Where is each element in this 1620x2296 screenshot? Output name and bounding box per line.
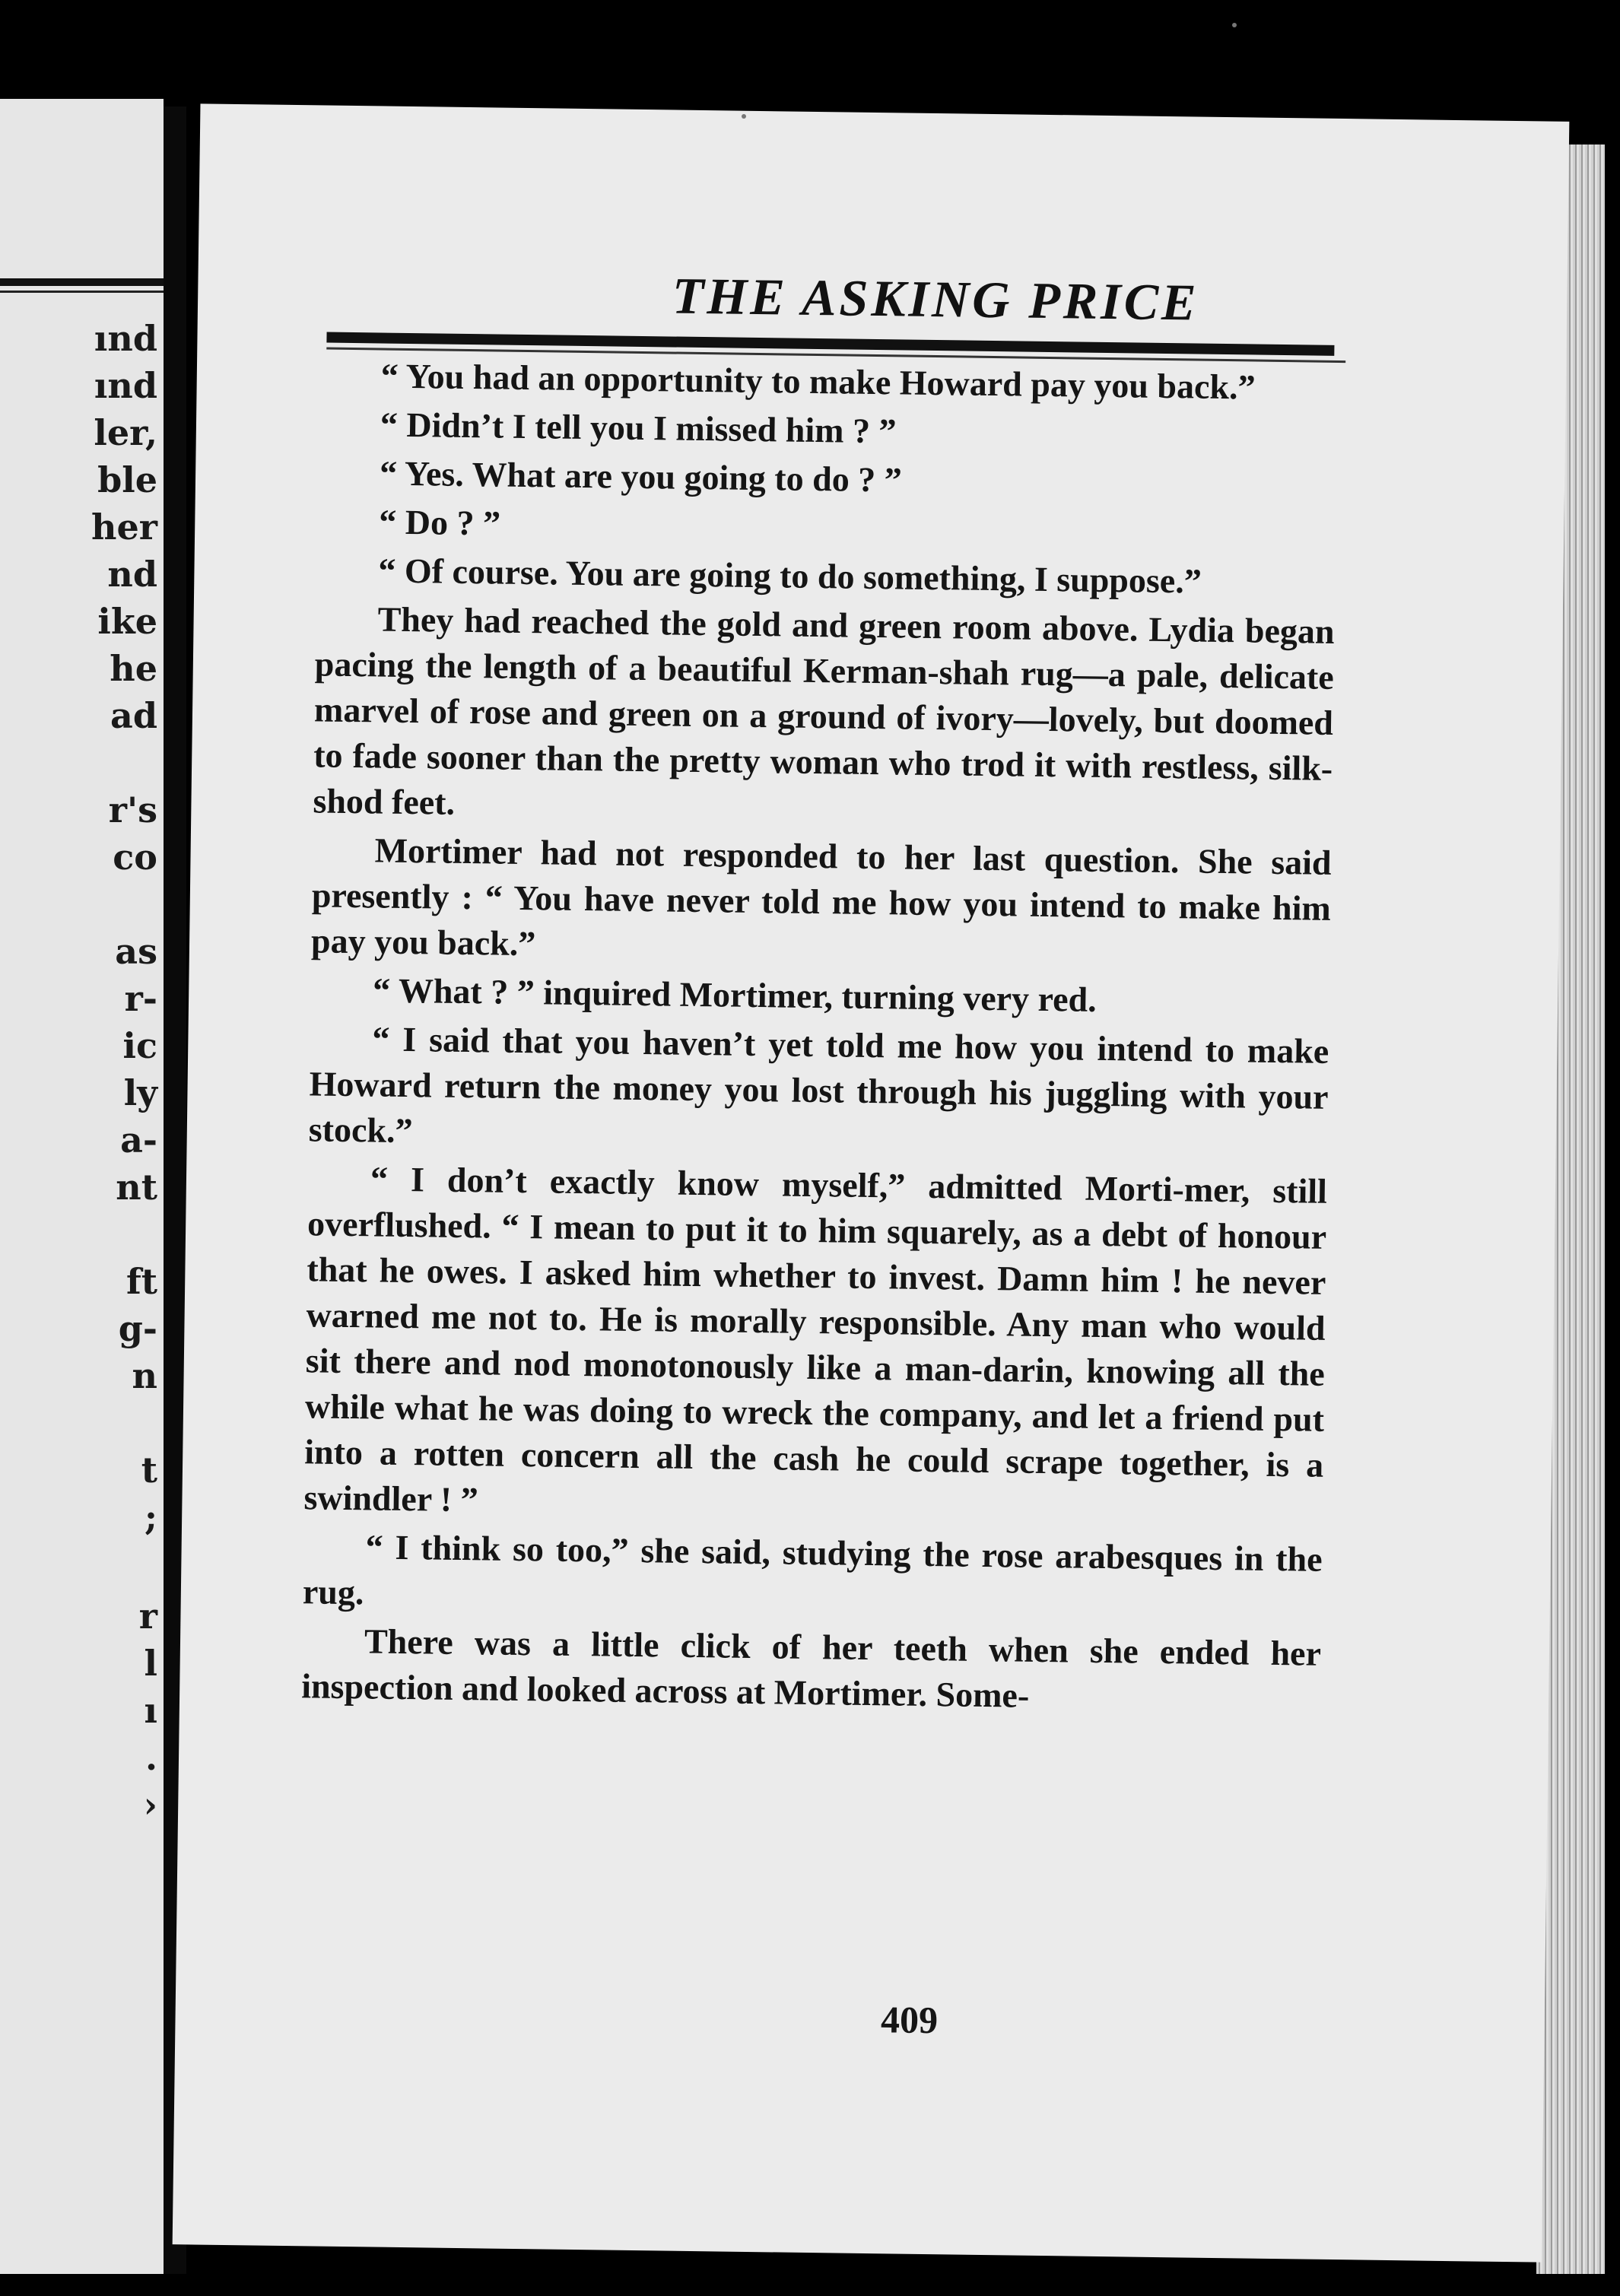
book-page [173,103,1570,2262]
facing-page-fragment-text: ad [110,695,157,736]
facing-page-fragment-text: he [110,648,157,689]
facing-page-fragment-text: r's [108,789,157,830]
facing-page-fragment-text: g- [118,1308,157,1349]
page-number: 409 [880,1998,939,2042]
paragraph: “ I think so too,” she said, studying the rose arabesques in the rug. [302,1527,1323,1612]
body-text [301,352,1338,1725]
facing-page-fragment [0,99,164,2274]
facing-page-fragment-text: a- [120,1119,157,1161]
facing-page-fragment-text: ; [145,1497,157,1538]
paragraph: “ Of course. You are going to do something, I suppose.” [378,551,1202,601]
paragraph: There was a little click of her teeth when she ended her inspection and looked across at Mortimer. Some- [300,1621,1322,1715]
paragraph: Mortimer had not responded to her last question. She said presently : “ You have never told me how you intend to make him pay you back.” [310,830,1332,964]
facing-page-fragment-text: ly [123,1072,157,1113]
facing-page-fragment-text: l [144,1643,157,1684]
paragraph: “ You had an opportunity to make Howard pay you back.” [380,356,1256,407]
facing-page-fragment-text: ınd [94,365,157,406]
facing-page-fragment-text: n [132,1355,157,1396]
facing-page-fragment-text: nd [107,554,157,595]
facing-page-fragment-text: t [141,1450,157,1491]
paragraph: They had reached the gold and green room above. Lydia began pacing the length of a beautiful Kerman-shah rug—a pale, delicate marvel of rose and green on a ground of ivory—lovely, but doomed to fade sooner than the pretty woman who trod it with restless, silk-shod feet. [313,599,1335,822]
facing-page-rule-thin [0,291,164,293]
facing-page-fragment-text: ı [144,1690,157,1731]
paragraph: “ Yes. What are you going to do ? ” [379,453,903,500]
facing-page-fragment-text: ler, [94,412,157,453]
facing-page-fragment-text: r [138,1596,157,1637]
dust-speck [742,114,746,119]
facing-page-fragment-text: ble [97,459,157,500]
paragraph: “ Didn’t I tell you I missed him ? ” [380,405,897,451]
running-head: THE ASKING PRICE [672,266,1199,332]
paragraph: “ What ? ” inquired Mortimer, turning very red. [372,970,1097,1019]
facing-page-fragment-text: . [145,1737,157,1778]
facing-page-fragment-text: nt [116,1167,157,1208]
facing-page-fragment-text: co [113,837,157,878]
paragraph: “ I said that you haven’t yet told me how you intend to make Howard return the money you lost through his juggling with your stock.” [308,1019,1329,1151]
paragraph: “ Do ? ” [378,502,501,543]
running-head-rule [326,332,1334,356]
facing-page-rule [0,278,164,286]
facing-page-fragment-text: as [115,931,157,972]
facing-page-fragment-text: ft [125,1261,157,1302]
facing-page-fragment-text: ınd [94,318,157,359]
dust-speck [1232,23,1237,27]
facing-page-fragment-text: ic [122,1025,157,1066]
facing-page-fragment-text: ike [97,601,157,642]
facing-page-fragment-text: › [143,1784,157,1825]
paragraph: “ I don’t exactly know myself,” admitted Morti-mer, still overflushed. “ I mean to put it to him squarely, as a debt of honour that he owes. I asked him whether to invest. Damn him ! he never warned me not to. He is morally responsible. Any man who would sit there and nod monotonously like a man-darin, knowing all the while what he was doing to wreck the company, and let a friend put into a rotten concern all the cash he could scrape together, is a swindler ! ” [303,1159,1328,1520]
facing-page-fragment-text: r- [124,978,157,1019]
facing-page-fragment-text: her [91,507,157,548]
